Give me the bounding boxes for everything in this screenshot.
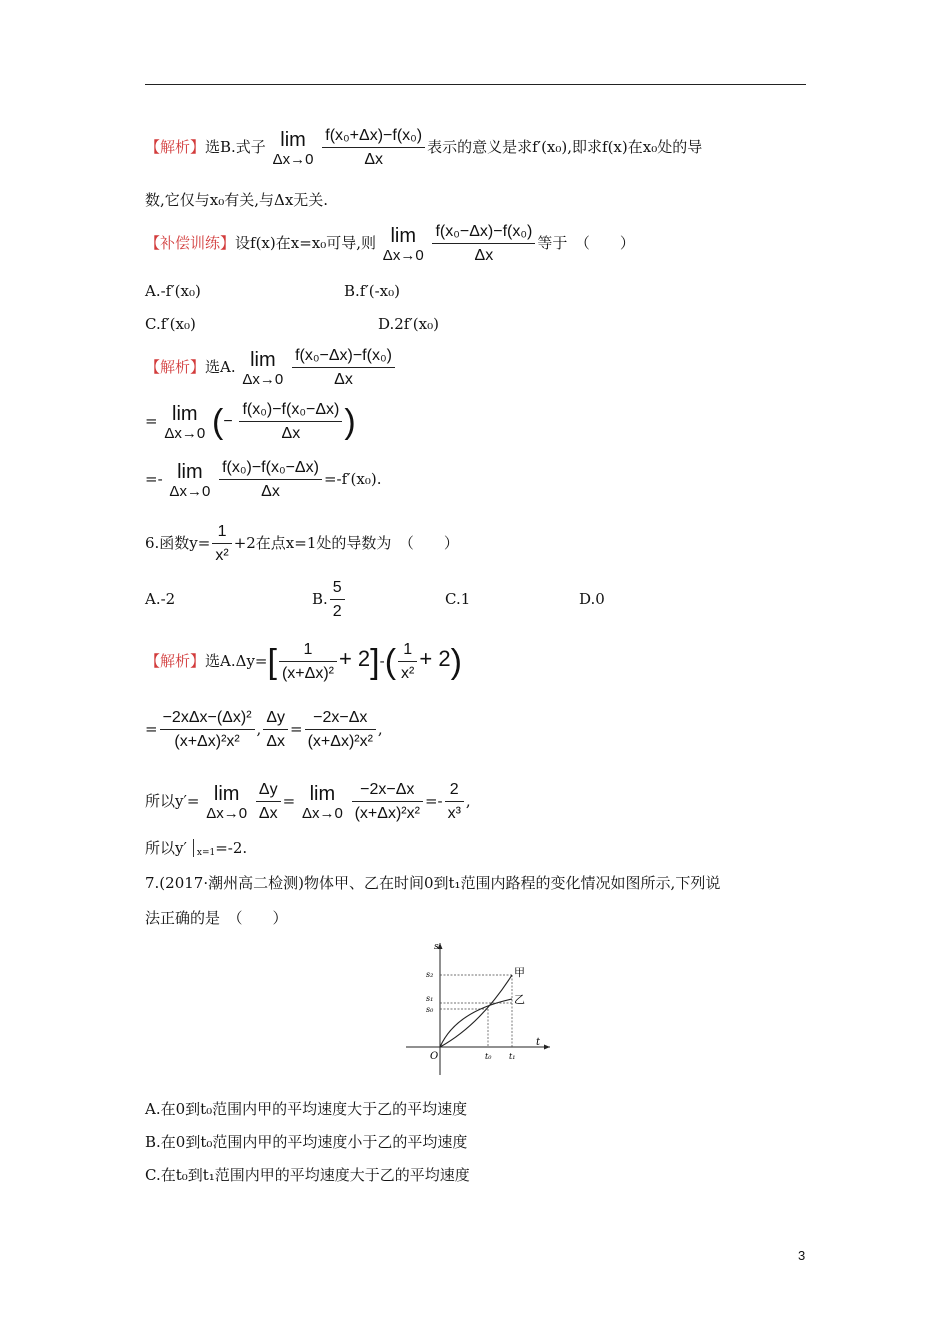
comma: , (465, 792, 471, 810)
drill-option-b: B.f′(-x₀) (344, 282, 400, 300)
drill-question (145, 222, 635, 266)
right-paren: ) (344, 403, 356, 441)
solution-1-line (145, 126, 702, 170)
sol2-result: =-f′(x₀). (323, 470, 382, 488)
origin-label: O (430, 1051, 439, 1062)
equals-minus: =- (145, 470, 163, 488)
left-bracket: [ (267, 643, 277, 681)
equals-minus: =- (424, 792, 443, 810)
so-y-prime: 所以y′ (145, 839, 187, 857)
delta-y-over-delta-x: $\frac{\Delta y}{\Delta x}$ (256, 780, 281, 824)
solution-2-line-1 (145, 346, 397, 390)
drill-post: 等于 （ ） (537, 234, 635, 252)
solution-2-line-3 (145, 458, 381, 502)
q6-option-d: D.0 (579, 590, 605, 608)
limit-operator: lim Δx→0 (272, 128, 314, 168)
solution-3-line-2 (145, 708, 383, 752)
plus-two: + 2 (338, 646, 371, 671)
q7-option-c: C.在t₀到t₁范围内甲的平均速度大于乙的平均速度 (145, 1166, 470, 1184)
drill-tag: 【补偿训练】 (145, 234, 236, 252)
difference-quotient: $\frac{\text{f(x₀−Δx)−f(x₀)}}{\Delta x}$ (292, 346, 395, 390)
q6-option-c: C.1 (445, 590, 471, 608)
fraction: $\frac{\text{−2xΔx−(Δx)²}}{\text{(x+Δx)²x²}}$ (160, 708, 255, 752)
difference-quotient: $\frac{\text{f(x₀)−f(x₀−Δx)}}{\Delta x}$ (219, 458, 322, 502)
analysis-tag: 【解析】 (145, 652, 206, 670)
difference-quotient: $\frac{\text{f(x₀+Δx)−f(x₀)}}{\Delta x}$ (322, 126, 425, 170)
fraction: $\frac{-2x-\Delta x}{\text{(x+Δx)²x²}}$ (352, 780, 423, 824)
sol1-post: 表示的意义是求f′(x₀),即求f(x)在x₀处的导 (427, 138, 703, 156)
equals: = (145, 412, 158, 430)
q6-post: +2在点x=1处的导数为 （ ） (233, 534, 459, 552)
minus-sign: − (223, 413, 233, 430)
equals: = (282, 792, 296, 810)
s1-label: s₁ (426, 994, 434, 1003)
t-axis-label: t (536, 1037, 541, 1048)
drill-option-c: C.f′(x₀) (145, 315, 196, 333)
minus: - (379, 652, 385, 670)
distance-time-graph (400, 935, 560, 1085)
q7-option-a: A.在0到t₀范围内甲的平均速度大于乙的平均速度 (145, 1100, 468, 1118)
left-paren: ( (212, 403, 224, 441)
comma: , (256, 720, 262, 738)
evaluation-bar (193, 839, 215, 857)
analysis-tag: 【解析】 (145, 358, 206, 376)
limit-operator: lim Δx→0 (242, 348, 284, 388)
page-number: 3 (798, 1248, 806, 1263)
jia-label: 甲 (514, 966, 525, 979)
yi-label: 乙 (514, 993, 525, 1006)
limit-operator: lim Δx→0 (301, 782, 343, 822)
t0-label: t₀ (485, 1052, 492, 1061)
solution-3-line-1 (145, 640, 462, 684)
eval-point: x=1 (196, 848, 216, 858)
right-bracket: ] (370, 643, 380, 681)
q6-option-b: B. $\frac{5}{2}$ (312, 578, 347, 622)
delta-y-over-delta-x: $\frac{\Delta y}{\Delta x}$ (263, 708, 288, 752)
fraction-2-over-x3: $\frac{2}{\text{x³}}$ (445, 780, 464, 824)
question-7-line-2: 法正确的是 （ ） (145, 909, 288, 927)
q6-option-a: A.-2 (145, 590, 176, 608)
drill-option-a: A.-f′(x₀) (145, 282, 201, 300)
limit-operator: lim Δx→0 (206, 782, 248, 822)
q7-option-b: B.在0到t₀范围内甲的平均速度小于乙的平均速度 (145, 1133, 468, 1151)
sol2-pre: 选A. (205, 358, 236, 376)
solution-1-cont: 数,它仅与x₀有关,与Δx无关. (145, 191, 329, 209)
drill-option-d: D.2f′(x₀) (378, 315, 439, 333)
t-axis-arrow (544, 1045, 550, 1050)
sol3-result: =-2. (215, 839, 248, 857)
sol3-pre: 选A.Δy= (205, 652, 268, 670)
fraction: $\frac{1}{\text{(x+Δx)²}}$ (279, 640, 337, 684)
fraction: $\frac{1}{\text{x²}}$ (398, 640, 417, 684)
question-6 (145, 522, 459, 566)
solution-3-line-3 (145, 780, 471, 824)
s-axis-label: s (434, 942, 439, 952)
fraction: $\frac{-2x-\Delta x}{\text{(x+Δx)²x²}}$ (305, 708, 376, 752)
limit-operator: lim Δx→0 (164, 402, 206, 442)
comma: , (377, 720, 383, 738)
s0-label: s₀ (426, 1005, 434, 1014)
question-7-line-1: 7.(2017·潮州高二检测)物体甲、乙在时间0到t₁范围内路程的变化情况如图所示,下列说 (145, 874, 721, 892)
difference-quotient: $\frac{\text{f(x₀−Δx)−f(x₀)}}{\Delta x}$ (432, 222, 535, 266)
fraction-5-over-2: $\frac{5}{2}$ (330, 578, 345, 622)
equals: = (290, 720, 303, 738)
difference-quotient: $\frac{\text{f(x₀)−f(x₀−Δx)}}{\Delta x}$ (239, 400, 342, 444)
q6-pre: 6.函数y= (145, 534, 211, 552)
sol1-pre: 选B.式子 (205, 138, 266, 156)
analysis-tag: 【解析】 (145, 138, 206, 156)
limit-operator: lim Δx→0 (382, 224, 424, 264)
limit-operator: lim Δx→0 (169, 460, 211, 500)
header-rule (145, 84, 806, 85)
fraction-1-over-x2: $\frac{1}{\text{x²}}$ (212, 522, 231, 566)
plus-two: + 2 (419, 646, 451, 671)
so-y-prime: 所以y′= (145, 792, 200, 810)
right-paren: ) (450, 643, 462, 681)
left-paren: ( (384, 643, 397, 681)
drill-pre: 设f(x)在x=x₀可导,则 (235, 234, 377, 252)
s2-label: s₂ (426, 970, 434, 979)
equals: = (145, 720, 158, 738)
solution-2-line-2 (145, 400, 356, 444)
solution-3-line-4 (145, 838, 247, 863)
t1-label: t₁ (509, 1052, 516, 1061)
